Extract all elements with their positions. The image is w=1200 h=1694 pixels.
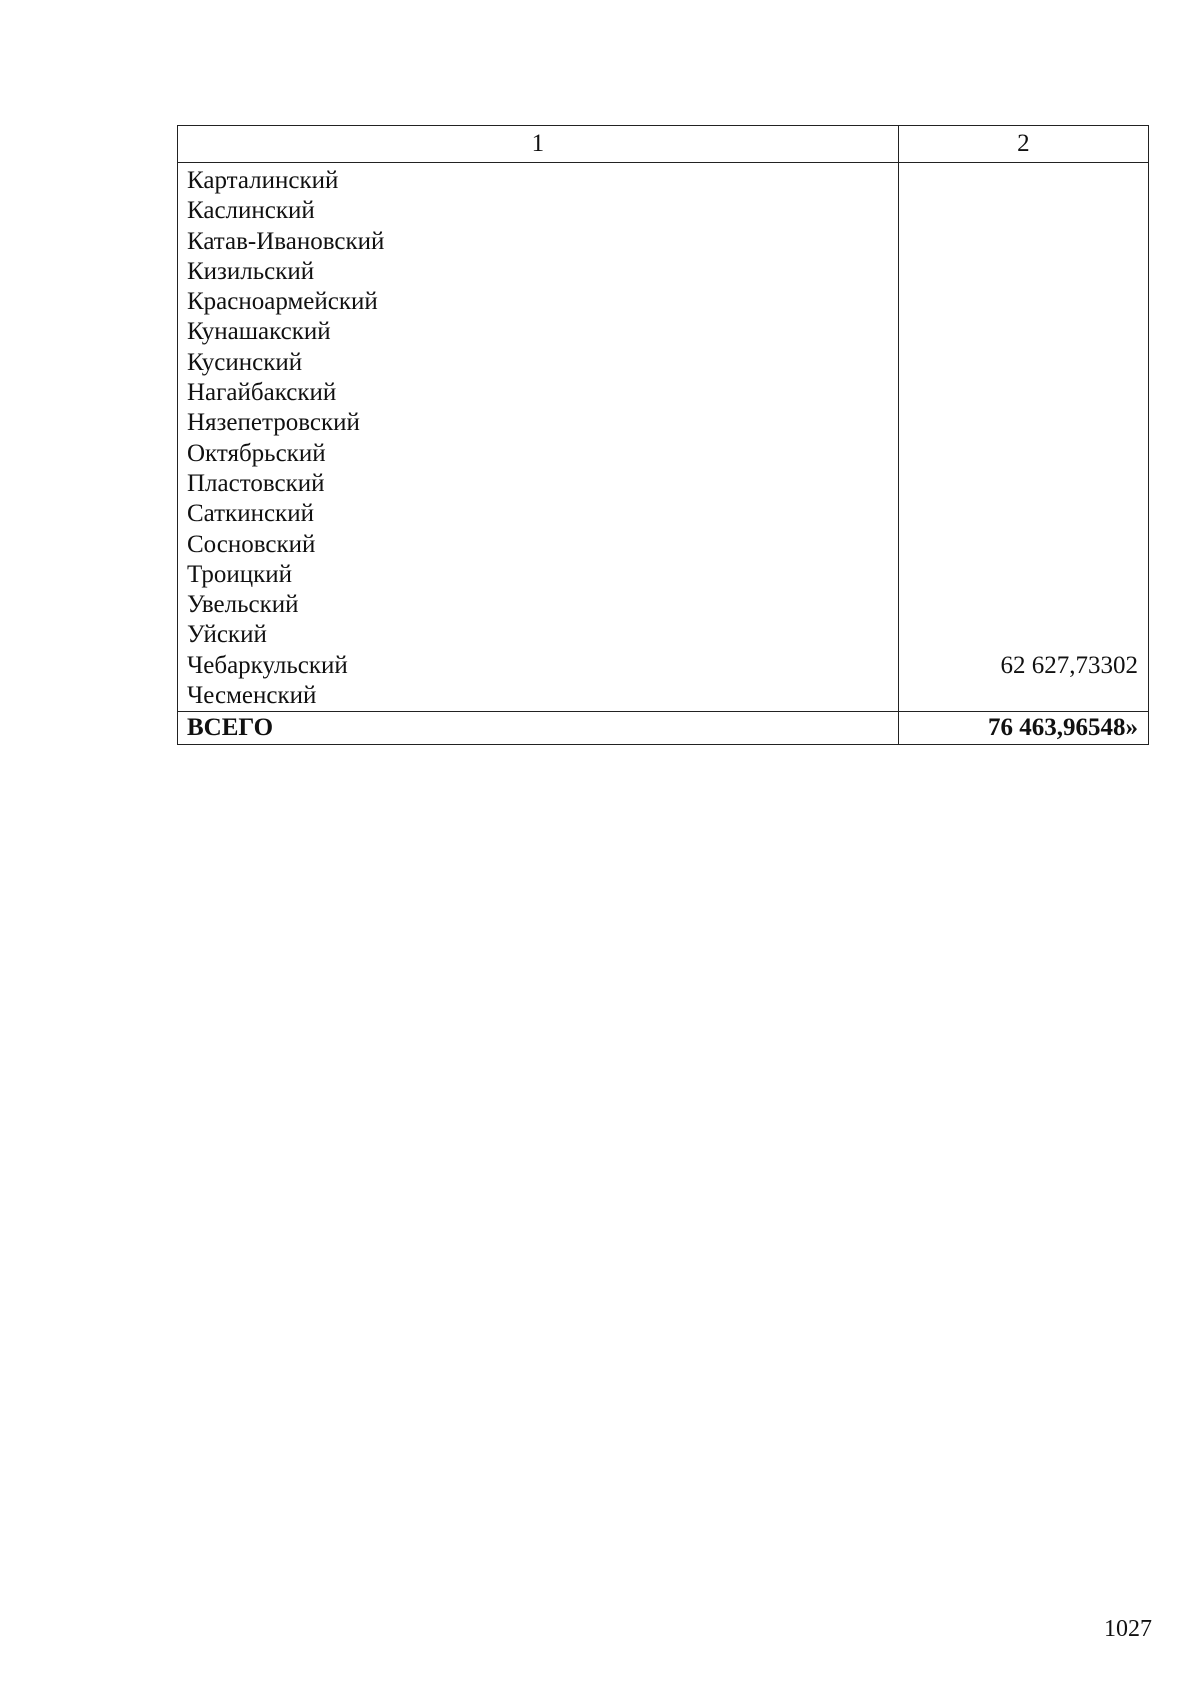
district-name: Сосновский [187, 530, 316, 558]
district-value [899, 287, 1148, 317]
district-value [899, 196, 1148, 226]
total-label: ВСЕГО [178, 712, 899, 745]
district-name: Красноармейский [187, 288, 378, 316]
district-name: Каслинский [187, 197, 315, 225]
district-name: Пластовский [187, 469, 325, 497]
district-name: Кусинский [187, 348, 303, 376]
district-value [899, 166, 1148, 196]
district-value [899, 317, 1148, 347]
district-value [899, 590, 1148, 620]
district-name: Кунашакский [187, 318, 331, 346]
district-name: Катав-Ивановский [187, 227, 385, 255]
data-table [177, 125, 1149, 745]
district-name: Уйский [187, 621, 267, 649]
district-value [899, 257, 1148, 287]
district-name: Чебаркульский [187, 651, 348, 679]
district-value [899, 560, 1148, 590]
district-names-cell [178, 163, 899, 712]
page-number: 1027 [1104, 1616, 1152, 1642]
district-name: Троицкий [187, 560, 292, 588]
district-name: Саткинский [187, 500, 314, 528]
district-name: Карталинский [187, 167, 339, 194]
column-header-2: 2 [898, 126, 1148, 163]
district-value [899, 378, 1148, 408]
district-name: Нагайбакский [187, 379, 337, 407]
district-name: Нязепетровский [187, 409, 360, 437]
table-header-row [178, 126, 1149, 163]
table-body-row [178, 163, 1149, 712]
district-value [899, 620, 1148, 650]
district-name: Чесменский [187, 682, 317, 710]
district-value [899, 499, 1148, 529]
district-name: Кизильский [187, 257, 315, 285]
district-value: 62 627,73302 [1000, 651, 1138, 679]
district-values-cell [898, 163, 1148, 712]
district-value [899, 681, 1148, 711]
district-name: Октябрьский [187, 439, 326, 467]
column-header-1: 1 [178, 126, 899, 163]
total-value: 76 463,96548» [898, 712, 1148, 745]
district-name: Увельский [187, 591, 299, 619]
district-value [899, 348, 1148, 378]
district-value [899, 408, 1148, 438]
district-value [899, 227, 1148, 257]
district-value [899, 439, 1148, 469]
total-row [178, 712, 1149, 745]
district-value [899, 469, 1148, 499]
district-value [899, 530, 1148, 560]
